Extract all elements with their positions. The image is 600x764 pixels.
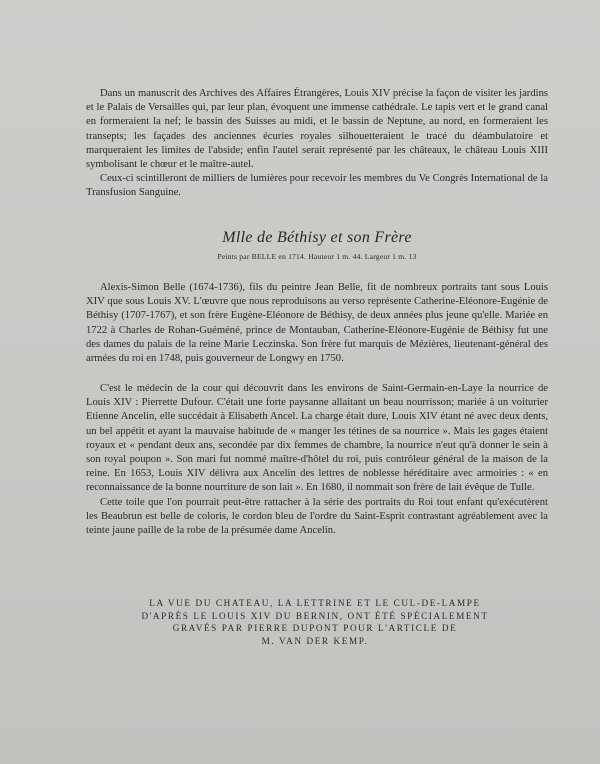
bio-paragraph: Alexis-Simon Belle (1674-1736), fils du peintre Jean Belle, fit de nombreux portraits tant sous Louis XIV que sous Louis XV. L'œuvre que nous reproduisons au verso représente Catherine-Eléonore-Eugénie de Béthisy (1707-1767), et son frère Eugène-Eléonore de Béthisy, de deux années plus jeune qu'elle. Mariée en 1722 à Charles de Rohan-Guéméné, prince de Montauban, Catherine-Eléonore-Eugénie de Béthisy fut une des dames du palais de la reine Marie Leczinska. Son frère fut marquis de Mézières, lieutenant-général des armées du roi en 1748, puis gouverneur de Longwy en 1750.: [86, 282, 548, 365]
story-paragraph-nourrice: C'est le médecin de la cour qui découvrit dans les environs de Saint-Germain-en-Laye la nourrice de Louis XIV : Pierrette Dufour. C'était une forte paysanne allaitant un beau nourrisson; mariée à un voiturier Etienne Ancelin, elle succédait à Elisabeth Ancel. La charge était dure, Louis XIV étant né avec deux dents, un bel appétit et ayant la mauvaise habitude de « manger les tétines de sa nourrice ». Mais les gages étaient royaux et « pendant deux ans, secondée par dix femmes de chambre, la nourrice n'eut qu'à donner le sein à son royal poupon ». Son mari fut nommé maître-d'hôtel du roi, puis contrôleur général de la maison de la reine. En 1653, Louis XIV délivra aux Ancelin des lettres de noblesse héréditaire avec armoiries : « en reconnaissance de la bonne nourriture de son lait ». En 1680, il nommait son frère de lait évêque de Tulle.: [86, 383, 548, 494]
story-paragraph-toile: Cette toile que l'on pourrait peut-être rattacher à la série des portraits du Roi tout enfant qu'exécutèrent les Beaubrun est belle de coloris, le cordon bleu de l'ordre du Saint-Esprit contrastant agréablement avec la teinte jaune paille de la robe de la présumée dame Ancelin.: [86, 496, 548, 537]
intro-paragraph-versailles: Dans un manuscrit des Archives des Affaires Étrangères, Louis XIV précise la façon de visiter les jardins et le Palais de Versailles qui, par leur plan, évoquent une immense cathédrale. Le tapis vert et le grand canal en formeraient la nef; le bassin des Suisses au midi, et le bassin de Neptune, au nord, en formeraient les transepts; les façades des anciennes écuries royales silhouetteraient le tracé du déambulatoire et marqueraient les limites de l'abside; enfin l'autel serait représenté par les châteaux, le château Louis XIII symbolisant le chœur et le maître-autel.: [86, 88, 548, 171]
credits-line: GRAVÉS PAR PIERRE DUPONT POUR L'ARTICLE DE: [172, 623, 458, 634]
credits-line: D'APRÈS LE LOUIS XIV DU BERNIN, ONT ÉTÉ SPÉCIALEMENT: [141, 610, 489, 621]
credits-line: LA VUE DU CHATEAU, LA LETTRINE ET LE CUL-DE-LAMPE: [149, 598, 481, 608]
intro-section: [86, 87, 548, 201]
credits-line: M. VAN DER KEMP.: [261, 635, 369, 646]
article-title: Mlle de Béthisy et son Frère: [222, 229, 412, 246]
intro-paragraph-congress: Ceux-ci scintilleront de milliers de lumières pour recevoir les membres du Ve Congrès International de la Transfusion Sanguine.: [86, 173, 548, 199]
article-subtitle: Peints par BELLE en 1714. Hauteur 1 m. 44. Largeur 1 m. 13: [217, 252, 417, 261]
bio-section: [86, 281, 548, 366]
story-section: [86, 382, 548, 538]
engraving-credits: [120, 597, 510, 647]
